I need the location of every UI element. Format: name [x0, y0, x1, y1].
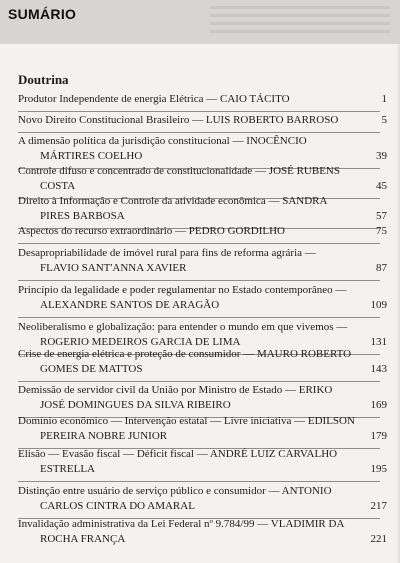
divider: [18, 381, 380, 382]
toc-entry-title: Elisão — Evasão fiscal — Déficit fiscal — ANDRÉ LUIZ CARVALHO: [18, 448, 338, 460]
toc-page-number: 221: [370, 533, 387, 545]
toc-entry: [18, 92, 387, 107]
toc-entry-title: Desapropriabilidade de imóvel rural para fins de reforma agrária —: [18, 247, 316, 259]
toc-entry: [18, 484, 387, 514]
toc-entry: [18, 320, 387, 350]
divider: [18, 280, 380, 281]
page-title: SUMÁRIO: [8, 6, 77, 22]
toc-entry-title: Crise de energia elétrica e proteção de consumidor — MAURO ROBERTO: [18, 348, 352, 360]
toc-entry-author: ALEXANDRE SANTOS DE ARAGÃO: [40, 299, 220, 311]
divider: [18, 481, 380, 482]
toc-entry: [18, 383, 387, 413]
toc-entry-author: PEREIRA NOBRE JUNIOR: [40, 430, 168, 442]
toc-entry: [18, 517, 387, 547]
toc-entry-author: ROCHA FRANÇA: [40, 533, 126, 545]
toc-page-number: 169: [370, 399, 387, 411]
toc-page-number: 217: [370, 500, 387, 512]
toc-entry-title: Controle difuso e concentrado de constitucionalidade — JOSÉ RUBENS: [18, 165, 340, 177]
toc-page-number: 143: [370, 363, 387, 375]
toc-entry-title: Distinção entre usuário de serviço público e consumidor — ANTONIO: [18, 485, 332, 497]
toc-entry-author: PIRES BARBOSA: [40, 210, 125, 222]
toc-entry: [18, 246, 387, 276]
section-heading: Doutrina: [18, 72, 69, 87]
toc-entry: [18, 447, 387, 477]
toc-entry: [18, 347, 387, 377]
toc-entry-author: MÁRTIRES COELHO: [40, 150, 143, 162]
toc-entry: [18, 164, 387, 194]
toc-page-number: 39: [376, 150, 387, 162]
toc-page-number: 45: [376, 180, 387, 192]
toc-entry: [18, 134, 387, 164]
toc-entry: [18, 414, 387, 444]
toc-page-number: 109: [370, 299, 387, 311]
toc-entry-title: Domínio econômico — Intervenção estatal — Livre iniciativa — EDILSON: [18, 415, 355, 427]
toc-page-number: 1: [381, 93, 387, 105]
divider: [18, 317, 380, 318]
toc-entry-title: Novo Direito Constitucional Brasileiro — LUIS ROBERTO BARROSO: [18, 114, 339, 126]
toc-entry-title: Direito à Informação e Controle da atividade econômica — SANDRA: [18, 195, 328, 207]
divider: [18, 111, 380, 112]
toc-entry-author: CARLOS CINTRA DO AMARAL: [40, 500, 195, 512]
toc-page-number: 179: [370, 430, 387, 442]
toc-entry-title: Produtor Independente de energia Elétrica — CAIO TÁCITO: [18, 93, 290, 105]
toc-page-number: 87: [376, 262, 387, 274]
toc-entry: [18, 113, 387, 128]
toc-entry-author: ROGERIO MEDEIROS GARCIA DE LIMA: [40, 336, 241, 348]
toc-entry-title: A dimensão política da jurisdição constitucional — INOCÊNCIO: [18, 135, 307, 147]
toc-entry: [18, 283, 387, 313]
toc-entry-author: JOSÉ DOMINGUES DA SILVA RIBEIRO: [40, 399, 231, 411]
toc-page-number: 57: [376, 210, 387, 222]
toc-page-number: 5: [381, 114, 387, 126]
toc-entry-title: Aspectos do recurso extraordinário — PEDRO GORDILHO: [18, 225, 286, 237]
toc-page-number: 75: [376, 225, 387, 237]
toc-entry-author: COSTA: [40, 180, 76, 192]
divider: [18, 243, 380, 244]
toc-entry: [18, 224, 387, 239]
toc-page-number: 131: [370, 336, 387, 348]
toc-entry-title: Princípio da legalidade e poder regulamentar no Estado contemporâneo —: [18, 284, 347, 296]
toc-entry-author: ESTRELLA: [40, 463, 95, 475]
toc-page-number: 195: [370, 463, 387, 475]
divider: [18, 132, 380, 133]
toc-entry-author: GOMES DE MATTOS: [40, 363, 143, 375]
toc-entry-author: FLAVIO SANT'ANNA XAVIER: [40, 262, 187, 274]
toc-entry-title: Demissão de servidor civil da União por Ministro de Estado — ERIKO: [18, 384, 333, 396]
toc-entry-title: Neoliberalismo e globalização: para entender o mundo em que vivemos —: [18, 321, 348, 333]
toc-entry: [18, 194, 387, 224]
toc-entry-title: Invalidação administrativa da Lei Federal nº 9.784/99 — VLADIMIR DA: [18, 518, 345, 530]
